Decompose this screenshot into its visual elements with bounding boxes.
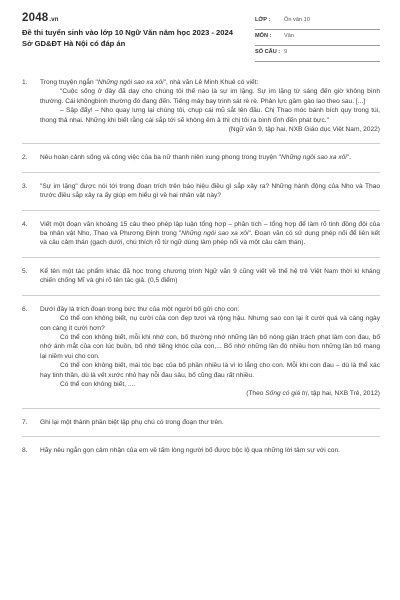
question-body bbox=[40, 78, 380, 134]
question-5 bbox=[22, 267, 380, 286]
question-1 bbox=[22, 78, 380, 134]
logo-suffix: .vn bbox=[49, 17, 59, 23]
story-title: Những ngôi sao xa xôi bbox=[97, 79, 164, 86]
source-text-end: , tập hai, NXB Trẻ, 2012) bbox=[307, 390, 380, 398]
class-value: Ôn văn 10 bbox=[284, 17, 310, 23]
divider bbox=[22, 210, 380, 211]
header bbox=[0, 0, 400, 62]
book-title: Sống có giá trị bbox=[265, 390, 308, 398]
story-title: Những ngôi sao xa xôi bbox=[281, 154, 347, 162]
divider bbox=[22, 143, 380, 144]
class-label: LỚP : bbox=[255, 17, 271, 23]
question-count-value: 9 bbox=[284, 49, 288, 55]
question-number: 8. bbox=[22, 447, 28, 455]
question-body bbox=[40, 220, 380, 248]
divider bbox=[22, 436, 380, 437]
story-title: Những ngôi sao xa xôi bbox=[181, 230, 249, 238]
letter-paragraph-1: Có thể con không biết, nụ cười của con đẹp tươi và rộng hậu. Nhưng sao con lại ít cười quá và càng ngày con càng ít cười hơn? bbox=[40, 315, 380, 332]
question-text: Ghi lại một thành phần biệt lập phụ chú có trong đoạn thư trên. bbox=[40, 418, 224, 426]
question-4 bbox=[22, 220, 380, 248]
meta-row-class bbox=[255, 14, 380, 30]
letter-paragraph-2: Có thể con không biết, mỗi khi nhớ con, bố thường nhớ những lần bố nóng giận trách phạt làm con đau, bố nhớ ánh mắt của con lúc buồn, bố nhớ tiếng khóc của con,... Bố nhớ những lần đó nhiều hơn những lần bố mang lại niềm vui cho con. bbox=[40, 333, 380, 360]
question-text-end: ". bbox=[346, 154, 351, 162]
question-body bbox=[40, 182, 380, 201]
question-body bbox=[40, 153, 380, 162]
intro-text: Trong truyện ngắn " bbox=[40, 79, 98, 86]
question-body bbox=[40, 418, 380, 427]
question-2 bbox=[22, 153, 380, 162]
source-text-start: (Theo bbox=[246, 390, 266, 398]
letter-source bbox=[40, 389, 380, 398]
question-6 bbox=[22, 305, 380, 399]
divider bbox=[22, 295, 380, 296]
exam-title bbox=[22, 27, 252, 49]
question-number: 6. bbox=[22, 305, 28, 313]
intro-text-end: ", nhà văn Lê Minh Khuê có viết: bbox=[163, 79, 259, 86]
question-7 bbox=[22, 418, 380, 427]
question-body bbox=[40, 446, 380, 455]
question-text bbox=[40, 220, 380, 248]
question-number: 1. bbox=[22, 79, 28, 86]
question-text-end: ". Đoạn văn có sử dụng phép nối để liên kết và câu cảm thán (gạch dưới, chú thích rõ từ ngữ dùng làm phép nối và một câu cảm thán). bbox=[40, 230, 380, 247]
question-text: "Sự im lặng" được nói tới trong đoạn trích trên báo hiệu điều gì sắp xảy ra? Những hành động của Nho và Thao trước điều sắp xảy ra ấy giúp em hiểu gì về hai nhân vật này? bbox=[40, 182, 380, 200]
question-count-label: SỐ CÂU : bbox=[255, 49, 281, 55]
subject-value: Văn bbox=[284, 33, 294, 39]
meta-row-subject bbox=[255, 30, 380, 46]
letter-paragraph-4: Có thể con không biết, .... bbox=[60, 380, 136, 388]
exam-title-line-1: Đề thi tuyển sinh vào lớp 10 Ngữ Văn năm học 2023 - 2024 bbox=[22, 28, 233, 37]
logo-main: 2048 bbox=[22, 12, 49, 24]
divider bbox=[22, 408, 380, 409]
letter-paragraph-3: Có thể con không biết, mái tóc bạc của bố phần nhiều là vì lo lắng cho con. Mỗi khi con đau – dù là thể xác hay tinh thần, dù là vết xước nhỏ hay nỗi đau sâu, bố cũng đau rất nhiều. bbox=[40, 362, 380, 379]
site-logo[interactable] bbox=[22, 12, 59, 24]
question-number: 7. bbox=[22, 418, 28, 426]
question-text: Kể tên một tác phẩm khác đã học trong chương trình Ngữ văn 9 cũng viết về thế hệ trẻ Việt Nam thời kì kháng chiến chống Mĩ và ghi rõ tên tác giả. (0,5 điểm) bbox=[40, 267, 380, 285]
question-text-start: Viết một đoạn văn khoảng 15 câu theo phép lập luận tổng hợp – phân tích – tổng hợp để làm rõ tinh đồng đội của ba nhân vật Nho, Thao và Phương Định trong " bbox=[40, 220, 380, 238]
exam-title-line-2: Sở GD&ĐT Hà Nội có đáp án bbox=[22, 39, 126, 48]
question-list bbox=[22, 78, 380, 456]
question-3 bbox=[22, 182, 380, 201]
divider bbox=[22, 172, 380, 173]
question-8 bbox=[22, 446, 380, 455]
quote-source: (Ngữ văn 9, tập hai, NXB Giáo dục Việt Nam, 2022) bbox=[228, 126, 380, 134]
question-intro: Dưới đây là trích đoạn trong bức thư của một người bố gửi cho con: bbox=[40, 305, 240, 313]
question-number: 2. bbox=[22, 154, 28, 162]
meta-row-count bbox=[255, 46, 380, 62]
question-intro bbox=[40, 78, 380, 87]
question-text: Hãy nêu ngắn gọn cảm nhận của em về tấm lòng người bố được bộc lộ qua những lời tâm sự với con. bbox=[40, 447, 340, 455]
quote-paragraph-2: – Sập đấy! – Nho quay lưng lại chúng tôi, chụp cái mũ sắt lên đầu. Chị Thao móc bánh bích quy trong túi, thong thả nhai. Những khi biết rằng cái sắp tới sẽ không êm ả thì chị tôi ra bình tĩnh đến phát bực." bbox=[40, 107, 380, 124]
question-body bbox=[40, 267, 380, 286]
question-text bbox=[40, 153, 380, 162]
question-text-start: Nêu hoàn cảnh sống và công việc của ba nữ thanh niên xung phong trong truyện " bbox=[40, 154, 282, 162]
question-number: 3. bbox=[22, 182, 28, 190]
exam-meta bbox=[255, 14, 380, 62]
question-number: 5. bbox=[22, 267, 28, 275]
question-number: 4. bbox=[22, 220, 28, 228]
quote-paragraph-1: "Cuộc sống ở đây đã dạy cho chúng tôi thế nào là sự im lặng. Sự im lặng từ sáng đến giờ không bình thường. Cái khôngbình thường đó đang đến. Tiếng máy bay trinh sát rè rè. Phản lực gầm gào lao theo sau. [...] bbox=[40, 88, 380, 105]
question-body bbox=[40, 305, 380, 399]
subject-label: MÔN : bbox=[255, 33, 272, 39]
divider bbox=[22, 257, 380, 258]
